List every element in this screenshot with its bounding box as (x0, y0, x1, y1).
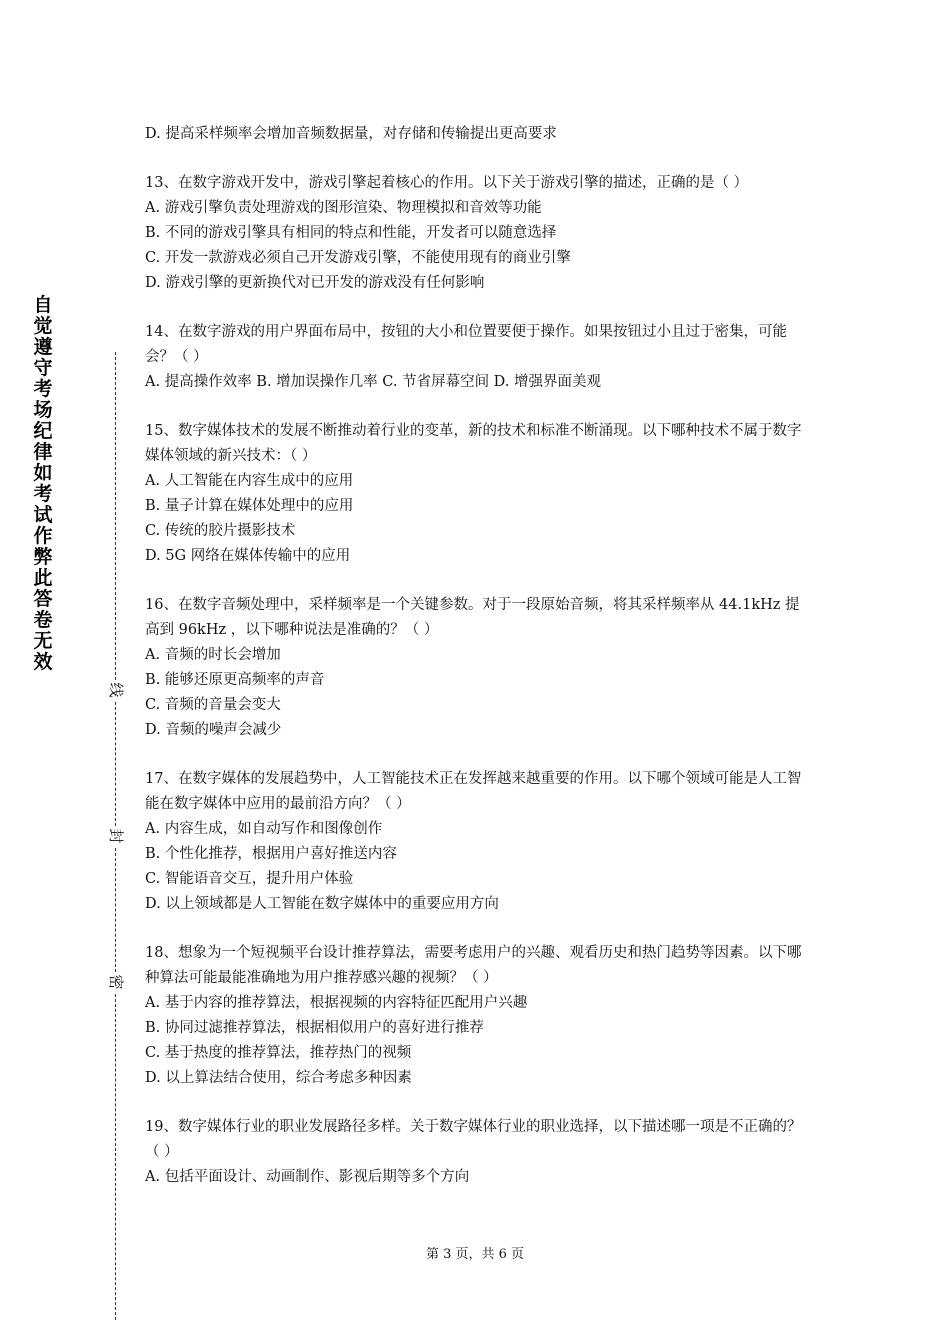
option-a: A. 内容生成，如自动写作和图像创作 (145, 821, 383, 837)
question-stem: 13、在数字游戏开发中，游戏引擎起着核心的作用。以下关于游戏引擎的描述，正确的是（ ） (145, 175, 749, 191)
option-b: B. 量子计算在媒体处理中的应用 (145, 498, 354, 514)
option-c: C. 智能语音交互，提升用户体验 (145, 871, 354, 887)
binding-line-segment (115, 994, 116, 1320)
question-14 (145, 320, 810, 395)
question-15 (145, 419, 810, 569)
question-13 (145, 171, 810, 296)
question-stem: 14、在数字游戏的用户界面布局中，按钮的大小和位置要便于操作。如果按钮过小且过于密集，可能会？（ ） (145, 324, 787, 365)
question-17 (145, 767, 810, 917)
option-d: D. 音频的噪声会减少 (145, 722, 282, 738)
option-c: C. 基于热度的推荐算法，推荐热门的视频 (145, 1045, 412, 1061)
option-b: B. 个性化推荐，根据用户喜好推送内容 (145, 846, 397, 862)
page-number: 第 3 页，共 6 页 (425, 1247, 525, 1262)
option-d: D. 以上领域都是人工智能在数字媒体中的重要应用方向 (145, 896, 499, 912)
option-a: A. 人工智能在内容生成中的应用 (145, 473, 354, 489)
option-inline: A. 提高操作效率 B. 增加误操作几率 C. 节省屏幕空间 D. 增强界面美观 (145, 374, 602, 390)
option-b: B. 不同的游戏引擎具有相同的特点和性能，开发者可以随意选择 (145, 225, 557, 241)
option-d: D. 游戏引擎的更新换代对已开发的游戏没有任何影响 (145, 275, 485, 291)
option-c: C. 传统的胶片摄影技术 (145, 523, 296, 539)
question-stem: 17、在数字媒体的发展趋势中，人工智能技术正在发挥越来越重要的作用。以下哪个领域可能是人工智能在数字媒体中应用的最前沿方向？（ ） (145, 771, 802, 812)
question-stem: 15、数字媒体技术的发展不断推动着行业的变革，新的技术和标准不断涌现。以下哪种技术不属于数字媒体领域的新兴技术：（ ） (145, 423, 802, 464)
binding-line-segment (115, 702, 116, 826)
question-stem: 16、在数字音频处理中，采样频率是一个关键参数。对于一段原始音频，将其采样频率从 44.1kHz 提高到 96kHz ，以下哪种说法是准确的？（ ） (145, 597, 800, 638)
question-stem: 19、数字媒体行业的职业发展路径多样。关于数字媒体行业的职业选择，以下描述哪一项是不正确的？（ ） (145, 1119, 802, 1160)
option-c: C. 音频的音量会变大 (145, 697, 281, 713)
binding-line-label-mi: 密 (106, 972, 126, 992)
question-16 (145, 593, 810, 743)
question-stem: 18、想象为一个短视频平台设计推荐算法，需要考虑用户的兴趣、观看历史和热门趋势等因素。以下哪种算法可能最能准确地为用户推荐感兴趣的视频？（ ） (145, 945, 802, 986)
binding-line-label-xian: 线 (106, 680, 126, 700)
exam-discipline-notice: 自觉遵守考场纪律如考试作弊此答卷无效 (33, 294, 53, 673)
option-a: A. 音频的时长会增加 (145, 647, 281, 663)
binding-line-segment (115, 352, 116, 680)
binding-line-segment (115, 848, 116, 972)
option-c: C. 开发一款游戏必须自己开发游戏引擎，不能使用现有的商业引擎 (145, 250, 571, 266)
option-a: A. 游戏引擎负责处理游戏的图形渲染、物理模拟和音效等功能 (145, 200, 542, 216)
option-d: D. 5G 网络在媒体传输中的应用 (145, 548, 351, 564)
option-a: A. 基于内容的推荐算法，根据视频的内容特征匹配用户兴趣 (145, 995, 528, 1011)
question-list (145, 122, 810, 1190)
option-b: B. 能够还原更高频率的声音 (145, 672, 325, 688)
question-18 (145, 941, 810, 1091)
question-19 (145, 1115, 810, 1190)
carryover-option: D. 提高采样频率会增加音频数据量，对存储和传输提出更高要求 (145, 126, 557, 142)
option-b: B. 协同过滤推荐算法，根据相似用户的喜好进行推荐 (145, 1020, 484, 1036)
option-d: D. 以上算法结合使用，综合考虑多种因素 (145, 1070, 412, 1086)
option-a: A. 包括平面设计、动画制作、影视后期等多个方向 (145, 1169, 470, 1185)
binding-line-label-feng: 封 (106, 826, 126, 846)
